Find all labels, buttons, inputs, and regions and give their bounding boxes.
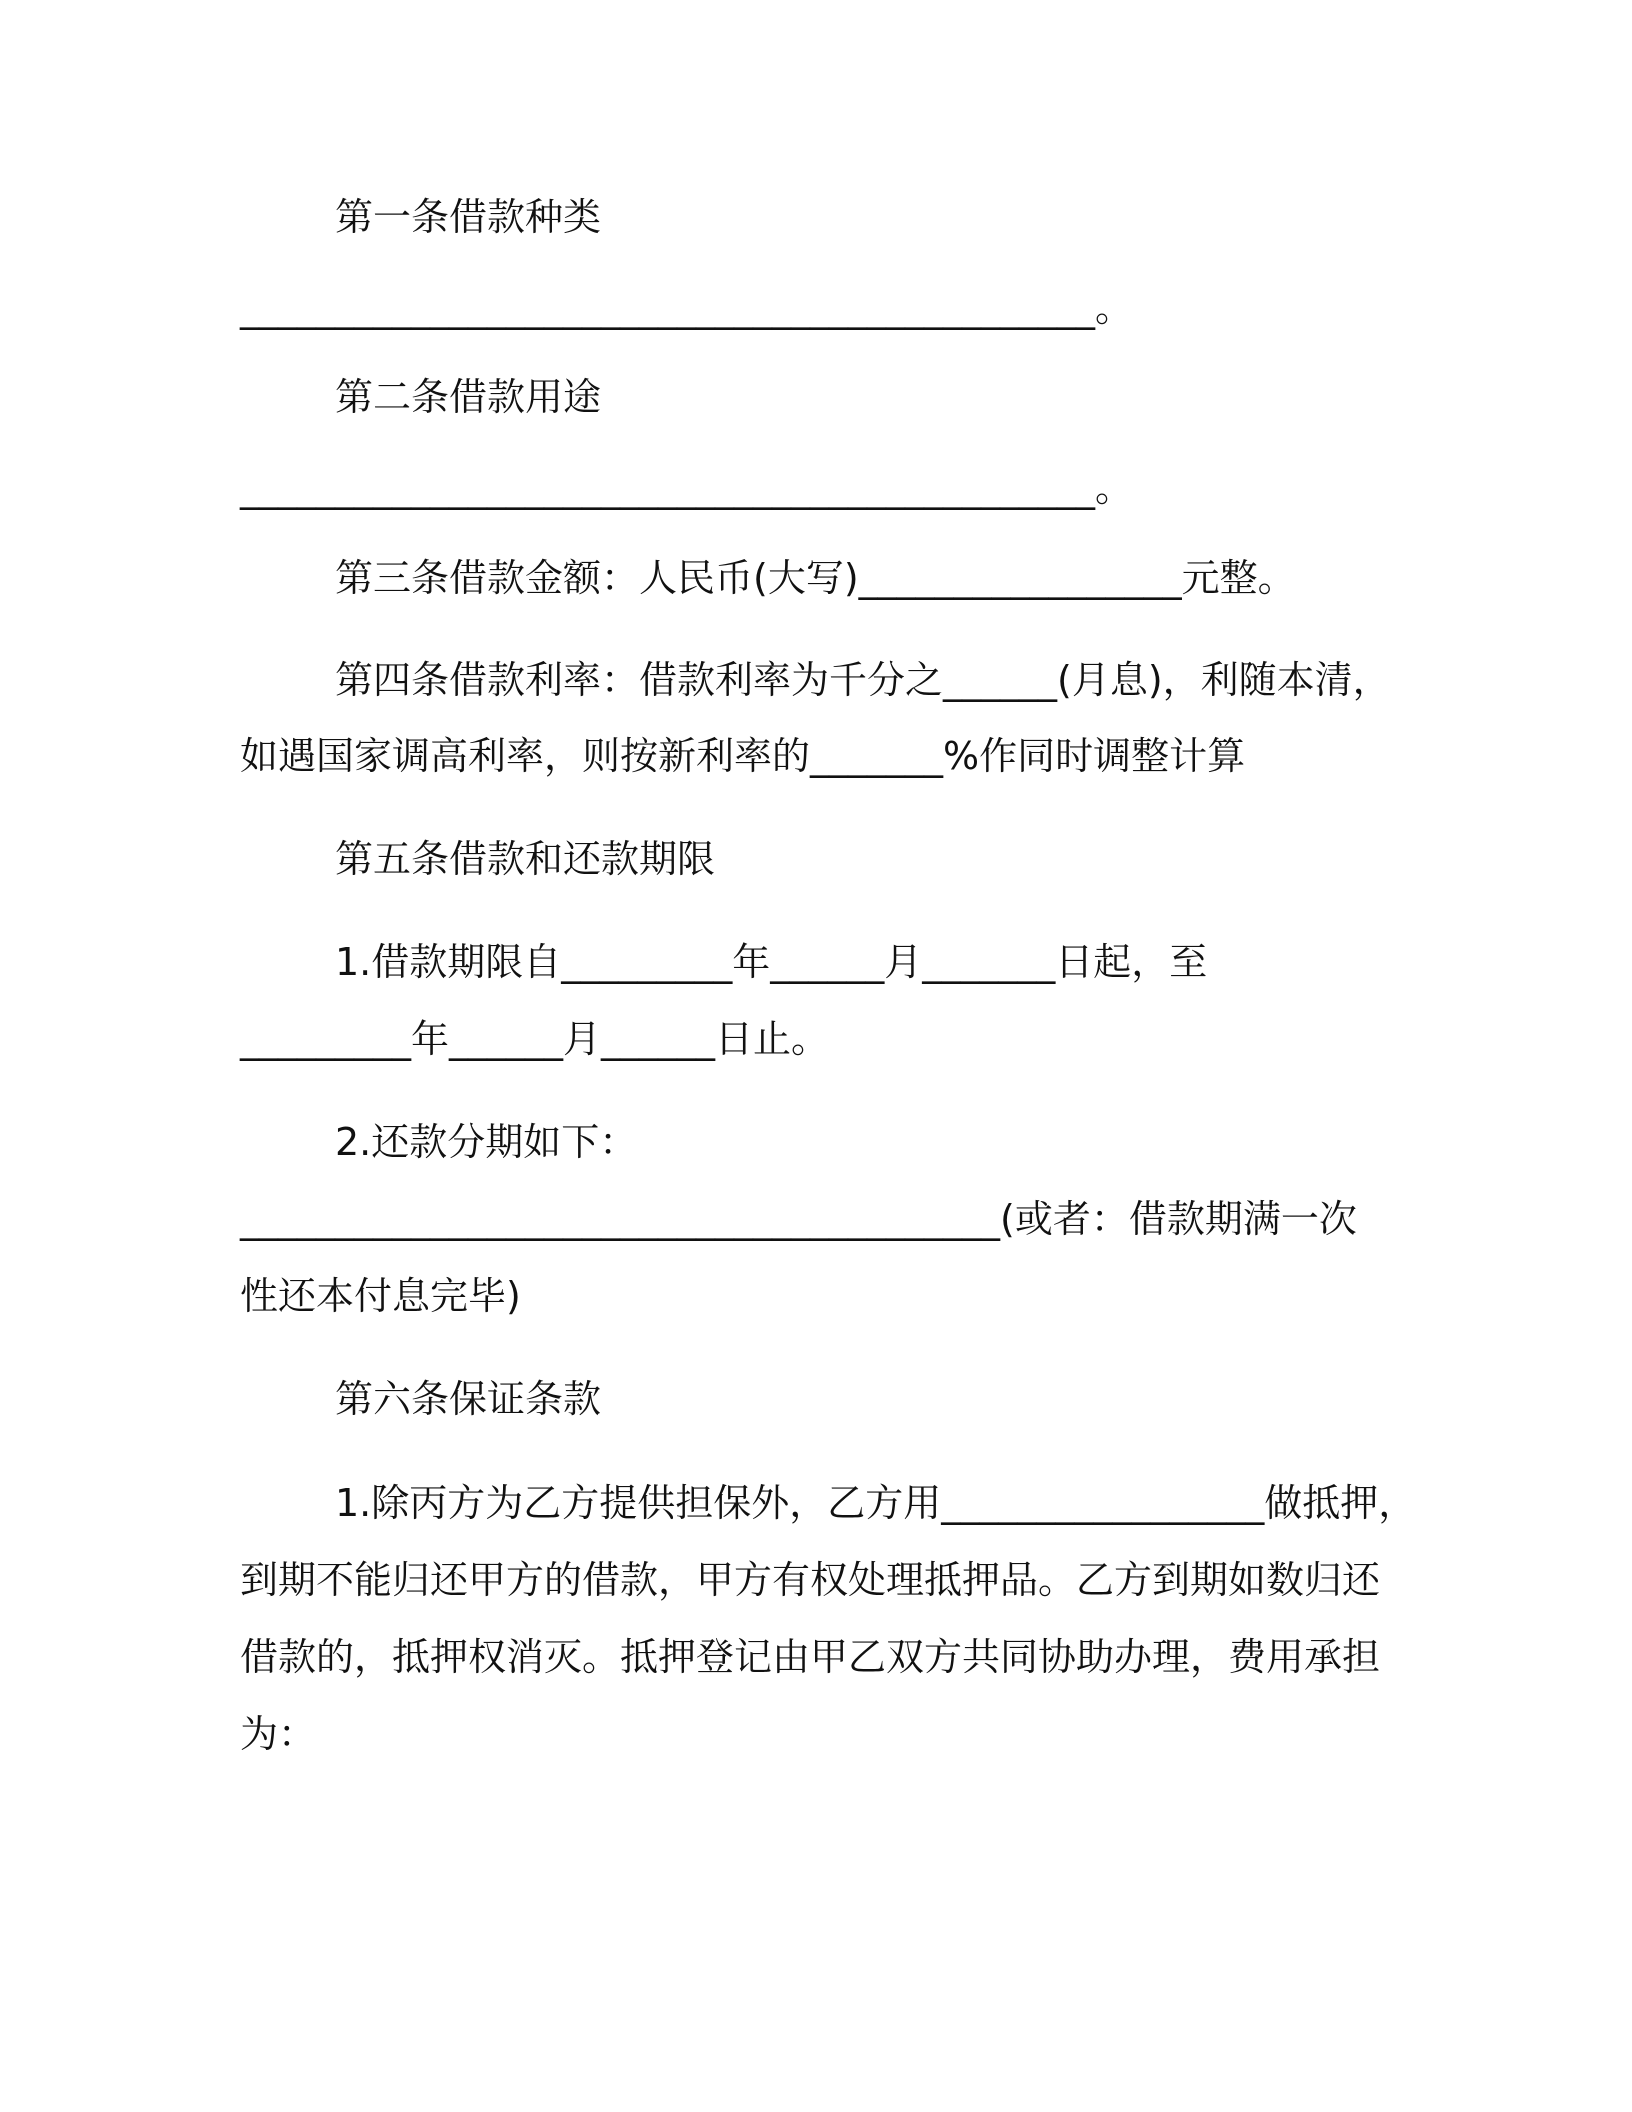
article-6-item-1-line-1: 1.除丙方为乙方提供担保外，乙方用_________________做抵押， <box>335 1481 1417 1525</box>
article-5-item-2-line-1: 2.还款分期如下： <box>335 1120 638 1164</box>
article-2-heading: 第二条借款用途 <box>335 375 602 419</box>
article-5-item-1-line-2: _________年______月______日止。 <box>240 1017 830 1061</box>
article-2-blank-line: _____________________________________________。 <box>240 466 1134 510</box>
article-3-text: 第三条借款金额：人民币(大写)_________________元整。 <box>335 556 1296 600</box>
article-6-item-1-line-4: 为： <box>240 1712 317 1756</box>
article-5-item-1-line-1: 1.借款期限自_________年______月_______日起，至 <box>335 940 1208 984</box>
article-5-item-2-line-3: 性还本付息完毕) <box>240 1274 521 1318</box>
article-4-text-line-2: 如遇国家调高利率，则按新利率的_______%作同时调整计算 <box>240 734 1246 778</box>
article-1-heading: 第一条借款种类 <box>335 195 602 239</box>
article-4-text-line-1: 第四条借款利率：借款利率为千分之______(月息)，利随本清， <box>335 658 1391 702</box>
article-1-blank-line: _____________________________________________。 <box>240 286 1134 330</box>
article-6-item-1-line-2: 到期不能归还甲方的借款，甲方有权处理抵押品。乙方到期如数归还 <box>240 1558 1381 1602</box>
article-6-heading: 第六条保证条款 <box>335 1377 602 1421</box>
article-5-heading: 第五条借款和还款期限 <box>335 837 716 881</box>
article-6-item-1-line-3: 借款的，抵押权消灭。抵押登记由甲乙双方共同协助办理，费用承担 <box>240 1635 1381 1679</box>
article-5-item-2-line-2: ________________________________________(或者：借款期满一次 <box>240 1197 1357 1241</box>
